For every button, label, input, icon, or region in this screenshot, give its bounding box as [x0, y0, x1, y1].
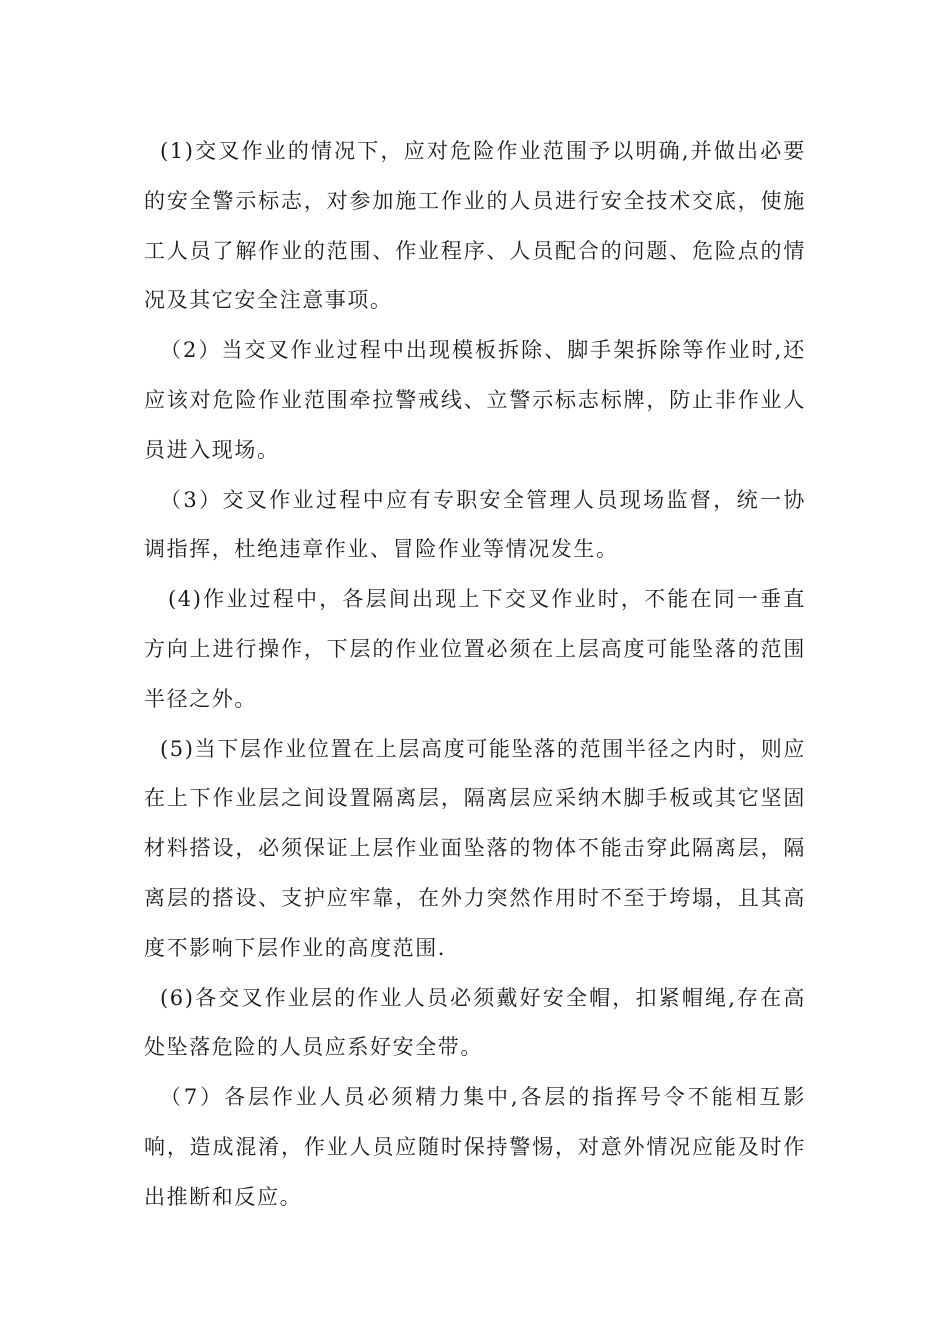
paragraph-7: （7）各层作业人员必须精力集中,各层的指挥号令不能相互影响，造成混淆，作业人员应随时保持警惕，对意外情况应能及时作出推断和反应。 — [144, 1085, 806, 1209]
paragraph-2: （2）当交叉作业过程中出现模板拆除、脚手架拆除等作业时,还应该对危险作业范围牵拉警戒线、立警示标志标牌，防止非作业人员进入现场。 — [144, 338, 806, 462]
paragraph-1: (1)交叉作业的情况下，应对危险作业范围予以明确,并做出必要的安全警示标志，对参加施工作业的人员进行安全技术交底，使施工人员了解作业的范围、作业程序、人员配合的问题、危险点的情况及其它安全注意事项。 — [144, 139, 806, 313]
paragraph-5: (5)当下层作业位置在上层高度可能坠落的范围半径之内时，则应在上下作业层之间设置隔离层，隔离层应采纳木脚手板或其它坚固材料搭设，必须保证上层作业面坠落的物体不能击穿此隔离层，隔离层的搭设、支护应牢靠，在外力突然作用时不至于垮塌，且其高度不影响下层作业的高度范围. — [144, 736, 806, 960]
document-body — [144, 127, 806, 1223]
paragraph-3: （3）交叉作业过程中应有专职安全管理人员现场监督，统一协调指挥，杜绝违章作业、冒险作业等情况发生。 — [144, 487, 806, 562]
paragraph-4: (4)作业过程中，各层间出现上下交叉作业时，不能在同一垂直方向上进行操作，下层的作业位置必须在上层高度可能坠落的范围半径之外。 — [144, 587, 806, 711]
paragraph-6: (6)各交叉作业层的作业人员必须戴好安全帽，扣紧帽绳,存在高处坠落危险的人员应系好安全带。 — [144, 985, 806, 1060]
